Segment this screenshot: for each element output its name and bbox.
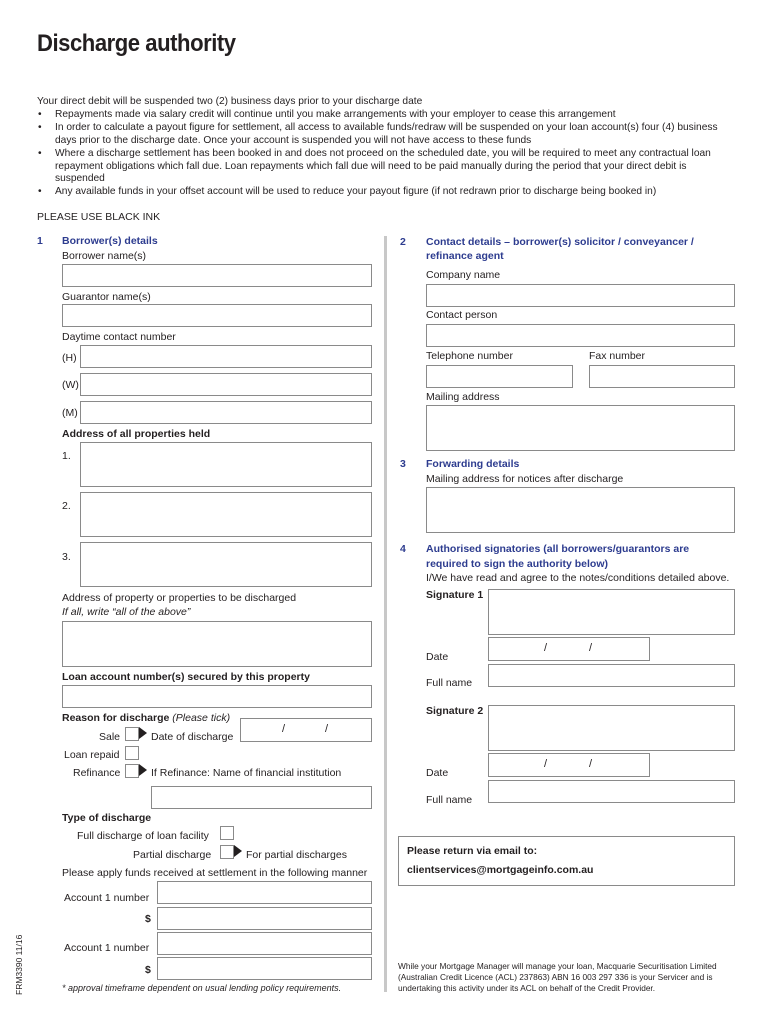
intro-bullet: • Any available funds in your offset account will be used to reduce your payout figure (if not redrawn prior to discharge being booked in) (37, 186, 737, 199)
agreement-text: I/We have read and agree to the notes/conditions detailed above. (426, 572, 730, 584)
account-1-amount-field[interactable] (157, 907, 372, 930)
phone-m-label: (M) (62, 407, 78, 419)
full-name-2-field[interactable] (488, 780, 735, 803)
loan-account-label: Loan account number(s) secured by this property (62, 671, 310, 683)
phone-h-field[interactable] (80, 345, 372, 368)
partial-note: For partial discharges (246, 849, 347, 861)
section3-subheading: Mailing address for notices after discharge (426, 473, 624, 485)
full-discharge-checkbox[interactable] (220, 826, 234, 840)
account-1-number-field[interactable] (157, 881, 372, 904)
section4-number: 4 (400, 543, 406, 555)
section4-heading-line1: Authorised signatories (all borrowers/guarantors are (426, 543, 690, 555)
reason-note: (Please tick) (172, 712, 231, 724)
dollar-sign: $ (145, 913, 151, 925)
phone-w-label: (W) (62, 379, 79, 391)
column-divider (384, 236, 387, 992)
company-name-label: Company name (426, 269, 501, 281)
telephone-label: Telephone number (426, 350, 513, 362)
legal-line: (Australian Credit Licence (ACL) 237863) ABN 16 003 297 336 is your Servicer and is (398, 972, 713, 982)
loan-repaid-checkbox[interactable] (125, 746, 139, 760)
full-name-2-label: Full name (426, 794, 473, 806)
address-2-label: 2. (62, 500, 71, 512)
date-separator: / (589, 642, 593, 654)
loan-repaid-label: Loan repaid (64, 749, 120, 761)
return-label: Please return via email to: (407, 845, 538, 857)
date-separator: / (544, 642, 548, 654)
full-discharge-label: Full discharge of loan facility (77, 830, 209, 842)
intro-notes (37, 96, 737, 199)
legal-line: undertaking this activity under its ACL on behalf of the Credit Provider. (398, 983, 656, 993)
telephone-field[interactable] (426, 365, 573, 388)
return-email[interactable]: clientservices@mortgageinfo.com.au (407, 864, 594, 876)
refinance-label: Refinance (73, 767, 121, 779)
section3-heading: Forwarding details (426, 458, 520, 470)
intro-lead: Your direct debit will be suspended two (2) business days prior to your discharge date (37, 96, 423, 107)
date-separator: / (544, 758, 548, 770)
full-name-1-field[interactable] (488, 664, 735, 687)
contact-person-field[interactable] (426, 324, 735, 347)
date-2-label: Date (426, 767, 449, 779)
refinance-name-label: If Refinance: Name of financial institution (151, 767, 342, 779)
date-separator: / (325, 723, 329, 735)
apply-funds-label: Please apply funds received at settlement in the following manner (62, 867, 368, 879)
borrower-names-field[interactable] (62, 264, 372, 287)
intro-bullet: • Where a discharge settlement has been booked in and does not proceed on the scheduled date, you will be required to meet any contractual loan repayment obligations which fall due. Loan repayments which fall due will need to be paid manually during the period that your direct debit is suspended (37, 148, 737, 187)
phone-h-label: (H) (62, 352, 77, 364)
account-2-amount-field[interactable] (157, 957, 372, 980)
dollar-sign: $ (145, 964, 151, 976)
account-2-label: Account 1 number (64, 942, 150, 954)
discharge-property-label: Address of property or properties to be discharged (62, 592, 297, 604)
date-1-label: Date (426, 651, 449, 663)
arrow-icon (139, 764, 147, 776)
refinance-institution-field[interactable] (151, 786, 372, 809)
legal-line: While your Mortgage Manager will manage your loan, Macquarie Securitisation Limited (398, 961, 717, 971)
date-of-discharge-label: Date of discharge (151, 731, 234, 743)
refinance-checkbox[interactable] (125, 764, 139, 778)
address-1-field[interactable] (80, 442, 372, 487)
type-of-discharge-heading: Type of discharge (62, 812, 152, 824)
address-2-field[interactable] (80, 492, 372, 537)
date-separator: / (589, 758, 593, 770)
mailing-address-field[interactable] (426, 405, 735, 451)
arrow-icon (139, 727, 147, 739)
address-3-label: 3. (62, 551, 71, 563)
sale-checkbox[interactable] (125, 727, 139, 741)
form-code: FRM3390 11/16 (14, 934, 24, 995)
mailing-address-label: Mailing address (426, 391, 500, 403)
discharge-property-note: If all, write “all of the above” (62, 606, 191, 618)
contact-person-label: Contact person (426, 309, 498, 321)
forwarding-address-field[interactable] (426, 487, 735, 533)
phone-m-field[interactable] (80, 401, 372, 424)
address-3-field[interactable] (80, 542, 372, 587)
return-info-box (398, 836, 735, 886)
signature-1-label: Signature 1 (426, 589, 484, 601)
daytime-contact-label: Daytime contact number (62, 331, 176, 343)
section1-heading: Borrower(s) details (62, 235, 158, 247)
sale-label: Sale (99, 731, 121, 743)
section2-heading-line1: Contact details – borrower(s) solicitor / conveyancer / (426, 236, 694, 248)
full-name-1-label: Full name (426, 677, 473, 689)
guarantor-names-field[interactable] (62, 304, 372, 327)
partial-discharge-checkbox[interactable] (220, 845, 234, 859)
page-title: Discharge authority (37, 30, 236, 57)
intro-bullets (37, 109, 737, 199)
reason-label: Reason for discharge (62, 712, 170, 724)
signature-2-field[interactable] (488, 705, 735, 751)
guarantor-names-label: Guarantor name(s) (62, 291, 151, 303)
company-name-field[interactable] (426, 284, 735, 307)
discharge-property-field[interactable] (62, 621, 372, 667)
reason-label-row (62, 712, 230, 724)
partial-discharge-label: Partial discharge (133, 849, 212, 861)
phone-w-field[interactable] (80, 373, 372, 396)
address-heading: Address of all properties held (62, 428, 211, 440)
intro-bullet: • In order to calculate a payout figure for settlement, all access to available funds/redraw will be suspended on your loan account(s) four (4) business days prior to the discharge date. Once your account is suspended you will not have access to these funds (37, 122, 737, 148)
address-1-label: 1. (62, 450, 71, 462)
section3-number: 3 (400, 458, 406, 470)
section4-heading-line2: required to sign the authority below) (426, 558, 609, 570)
signature-2-label: Signature 2 (426, 705, 484, 717)
legal-disclaimer (398, 961, 717, 994)
ink-note: PLEASE USE BLACK INK (37, 211, 161, 223)
section1-number: 1 (37, 235, 43, 247)
date-1-field[interactable] (488, 637, 650, 661)
signature-1-field[interactable] (488, 589, 735, 635)
account-1-label: Account 1 number (64, 892, 150, 904)
section2-heading-line2: refinance agent (426, 250, 504, 262)
footnote: * approval timeframe dependent on usual lending policy requirements. (62, 983, 342, 993)
fax-field[interactable] (589, 365, 735, 388)
fax-label: Fax number (589, 350, 646, 362)
arrow-icon (234, 845, 242, 857)
account-2-number-field[interactable] (157, 932, 372, 955)
section2-number: 2 (400, 236, 406, 248)
date-separator: / (282, 723, 286, 735)
borrower-names-label: Borrower name(s) (62, 250, 147, 262)
intro-bullet: • Repayments made via salary credit will continue until you make arrangements with your employer to cease this arrangement (37, 109, 737, 122)
loan-account-field[interactable] (62, 685, 372, 708)
date-of-discharge-field[interactable] (240, 718, 372, 742)
date-2-field[interactable] (488, 753, 650, 777)
